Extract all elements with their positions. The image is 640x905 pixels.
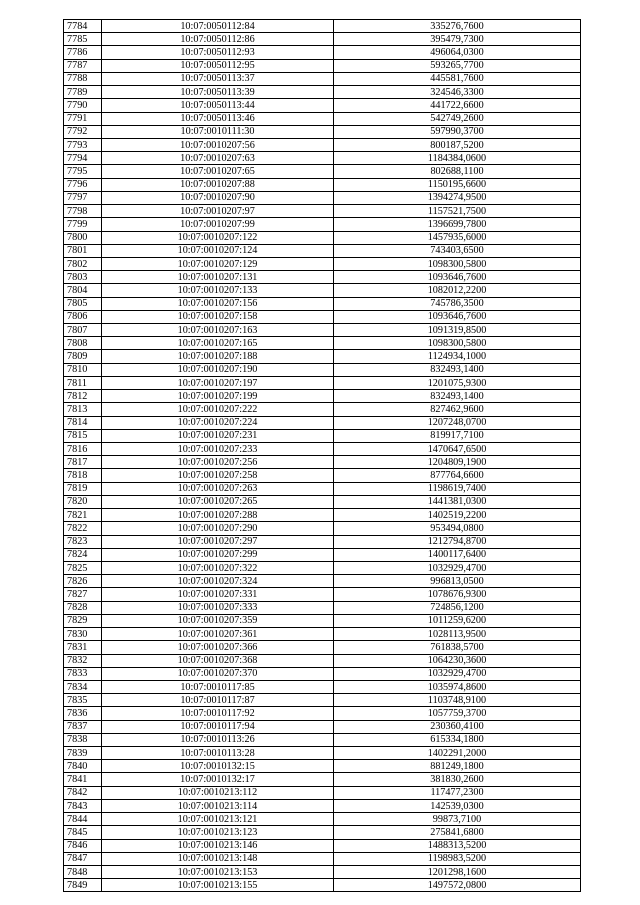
cadastral-number-cell: 10:07:0010207:131 (102, 271, 334, 284)
value-cell: 1441381,0300 (334, 495, 581, 508)
value-cell: 1201075,9300 (334, 376, 581, 389)
value-cell: 761838,5700 (334, 641, 581, 654)
row-number-cell: 7835 (64, 694, 102, 707)
value-cell: 802688,1100 (334, 165, 581, 178)
value-cell: 1470647,6500 (334, 443, 581, 456)
row-number-cell: 7816 (64, 443, 102, 456)
value-cell: 724856,1200 (334, 601, 581, 614)
table-row (64, 826, 581, 839)
cadastral-number-cell: 10:07:0050112:84 (102, 20, 334, 33)
cadastral-number-cell: 10:07:0010207:322 (102, 561, 334, 574)
cadastral-number-cell: 10:07:0010113:26 (102, 733, 334, 746)
table-row (64, 72, 581, 85)
table-row (64, 350, 581, 363)
row-number-cell: 7819 (64, 482, 102, 495)
value-cell: 1078676,9300 (334, 588, 581, 601)
value-cell: 1204809,1900 (334, 456, 581, 469)
value-cell: 1402291,2000 (334, 747, 581, 760)
cadastral-number-cell: 10:07:0010207:258 (102, 469, 334, 482)
table-row (64, 469, 581, 482)
table-row (64, 86, 581, 99)
cadastral-number-cell: 10:07:0010213:146 (102, 839, 334, 852)
row-number-cell: 7793 (64, 138, 102, 151)
cadastral-number-cell: 10:07:0010207:370 (102, 667, 334, 680)
value-cell: 1184384,0600 (334, 152, 581, 165)
value-cell: 1198983,5200 (334, 852, 581, 865)
value-cell: 324546,3300 (334, 86, 581, 99)
cadastral-number-cell: 10:07:0010207:333 (102, 601, 334, 614)
row-number-cell: 7820 (64, 495, 102, 508)
value-cell: 1150195,6600 (334, 178, 581, 191)
row-number-cell: 7811 (64, 376, 102, 389)
table-row (64, 667, 581, 680)
row-number-cell: 7823 (64, 535, 102, 548)
cadastral-number-cell: 10:07:0010207:124 (102, 244, 334, 257)
table-row (64, 284, 581, 297)
row-number-cell: 7843 (64, 799, 102, 812)
value-cell: 1103748,9100 (334, 694, 581, 707)
row-number-cell: 7795 (64, 165, 102, 178)
table-row (64, 773, 581, 786)
cadastral-number-cell: 10:07:0010117:94 (102, 720, 334, 733)
row-number-cell: 7842 (64, 786, 102, 799)
row-number-cell: 7840 (64, 760, 102, 773)
cadastral-number-cell: 10:07:0010207:197 (102, 376, 334, 389)
cadastral-number-cell: 10:07:0010207:190 (102, 363, 334, 376)
row-number-cell: 7839 (64, 747, 102, 760)
cadastral-number-cell: 10:07:0010207:331 (102, 588, 334, 601)
cadastral-number-cell: 10:07:0010207:224 (102, 416, 334, 429)
cadastral-number-cell: 10:07:0010207:99 (102, 218, 334, 231)
row-number-cell: 7821 (64, 509, 102, 522)
table-row (64, 46, 581, 59)
table-row (64, 548, 581, 561)
value-cell: 1157521,7500 (334, 205, 581, 218)
row-number-cell: 7784 (64, 20, 102, 33)
row-number-cell: 7833 (64, 667, 102, 680)
value-cell: 1212794,8700 (334, 535, 581, 548)
table-row (64, 694, 581, 707)
cadastral-number-cell: 10:07:0010207:90 (102, 191, 334, 204)
table-row (64, 509, 581, 522)
table-row (64, 390, 581, 403)
table-row (64, 614, 581, 627)
cadastral-number-cell: 10:07:0010207:263 (102, 482, 334, 495)
row-number-cell: 7829 (64, 614, 102, 627)
cadastral-number-cell: 10:07:0010117:87 (102, 694, 334, 707)
cadastral-number-cell: 10:07:0050113:39 (102, 86, 334, 99)
row-number-cell: 7818 (64, 469, 102, 482)
value-cell: 395479,7300 (334, 33, 581, 46)
row-number-cell: 7803 (64, 271, 102, 284)
row-number-cell: 7813 (64, 403, 102, 416)
cadastral-value-table (63, 19, 581, 892)
table-row (64, 297, 581, 310)
table-row (64, 138, 581, 151)
value-cell: 275841,6800 (334, 826, 581, 839)
table-row (64, 337, 581, 350)
value-cell: 877764,6600 (334, 469, 581, 482)
table-row (64, 628, 581, 641)
value-cell: 1098300,5800 (334, 257, 581, 270)
value-cell: 1207248,0700 (334, 416, 581, 429)
table-row (64, 720, 581, 733)
row-number-cell: 7848 (64, 866, 102, 879)
table-body (64, 20, 581, 892)
table-row (64, 601, 581, 614)
value-cell: 832493,1400 (334, 363, 581, 376)
row-number-cell: 7788 (64, 72, 102, 85)
cadastral-number-cell: 10:07:0010207:165 (102, 337, 334, 350)
table-row (64, 376, 581, 389)
value-cell: 1032929,4700 (334, 667, 581, 680)
table-row (64, 20, 581, 33)
table-row (64, 324, 581, 337)
cadastral-number-cell: 10:07:0010113:28 (102, 747, 334, 760)
cadastral-number-cell: 10:07:0010207:290 (102, 522, 334, 535)
value-cell: 1035974,8600 (334, 680, 581, 693)
value-cell: 597990,3700 (334, 125, 581, 138)
value-cell: 1457935,6000 (334, 231, 581, 244)
cadastral-number-cell: 10:07:0010213:121 (102, 813, 334, 826)
value-cell: 1028113,9500 (334, 628, 581, 641)
row-number-cell: 7814 (64, 416, 102, 429)
value-cell: 441722,6600 (334, 99, 581, 112)
cadastral-number-cell: 10:07:0010207:97 (102, 205, 334, 218)
row-number-cell: 7796 (64, 178, 102, 191)
row-number-cell: 7849 (64, 879, 102, 892)
cadastral-number-cell: 10:07:0010207:158 (102, 310, 334, 323)
cadastral-number-cell: 10:07:0010207:256 (102, 456, 334, 469)
row-number-cell: 7838 (64, 733, 102, 746)
table-row (64, 575, 581, 588)
cadastral-number-cell: 10:07:0010132:17 (102, 773, 334, 786)
row-number-cell: 7792 (64, 125, 102, 138)
table-row (64, 747, 581, 760)
value-cell: 1400117,6400 (334, 548, 581, 561)
value-cell: 996813,0500 (334, 575, 581, 588)
cadastral-number-cell: 10:07:0010117:92 (102, 707, 334, 720)
table-row (64, 152, 581, 165)
cadastral-number-cell: 10:07:0010207:366 (102, 641, 334, 654)
value-cell: 1124934,1000 (334, 350, 581, 363)
row-number-cell: 7845 (64, 826, 102, 839)
table-row (64, 535, 581, 548)
cadastral-number-cell: 10:07:0010213:153 (102, 866, 334, 879)
cadastral-number-cell: 10:07:0010207:222 (102, 403, 334, 416)
table-row (64, 852, 581, 865)
table-row (64, 680, 581, 693)
table-row (64, 786, 581, 799)
cadastral-number-cell: 10:07:0010207:299 (102, 548, 334, 561)
row-number-cell: 7806 (64, 310, 102, 323)
cadastral-number-cell: 10:07:0050112:95 (102, 59, 334, 72)
value-cell: 745786,3500 (334, 297, 581, 310)
row-number-cell: 7847 (64, 852, 102, 865)
row-number-cell: 7837 (64, 720, 102, 733)
value-cell: 1091319,8500 (334, 324, 581, 337)
value-cell: 1082012,2200 (334, 284, 581, 297)
table-row (64, 839, 581, 852)
row-number-cell: 7804 (64, 284, 102, 297)
row-number-cell: 7791 (64, 112, 102, 125)
cadastral-number-cell: 10:07:0010207:288 (102, 509, 334, 522)
cadastral-number-cell: 10:07:0010213:148 (102, 852, 334, 865)
row-number-cell: 7790 (64, 99, 102, 112)
row-number-cell: 7809 (64, 350, 102, 363)
row-number-cell: 7836 (64, 707, 102, 720)
table-row (64, 456, 581, 469)
table-row (64, 879, 581, 892)
row-number-cell: 7828 (64, 601, 102, 614)
row-number-cell: 7800 (64, 231, 102, 244)
value-cell: 1098300,5800 (334, 337, 581, 350)
value-cell: 593265,7700 (334, 59, 581, 72)
row-number-cell: 7827 (64, 588, 102, 601)
row-number-cell: 7785 (64, 33, 102, 46)
row-number-cell: 7832 (64, 654, 102, 667)
table-row (64, 561, 581, 574)
row-number-cell: 7810 (64, 363, 102, 376)
cadastral-number-cell: 10:07:0050112:93 (102, 46, 334, 59)
table-row (64, 403, 581, 416)
table-row (64, 165, 581, 178)
cadastral-number-cell: 10:07:0010207:88 (102, 178, 334, 191)
value-cell: 1093646,7600 (334, 271, 581, 284)
row-number-cell: 7841 (64, 773, 102, 786)
table-row (64, 205, 581, 218)
table-row (64, 588, 581, 601)
table-row (64, 733, 581, 746)
cadastral-number-cell: 10:07:0010207:129 (102, 257, 334, 270)
cadastral-number-cell: 10:07:0010207:156 (102, 297, 334, 310)
value-cell: 1201298,1600 (334, 866, 581, 879)
value-cell: 1032929,4700 (334, 561, 581, 574)
row-number-cell: 7807 (64, 324, 102, 337)
row-number-cell: 7830 (64, 628, 102, 641)
row-number-cell: 7808 (64, 337, 102, 350)
value-cell: 445581,7600 (334, 72, 581, 85)
table-row (64, 178, 581, 191)
value-cell: 881249,1800 (334, 760, 581, 773)
row-number-cell: 7844 (64, 813, 102, 826)
row-number-cell: 7798 (64, 205, 102, 218)
cadastral-number-cell: 10:07:0010207:56 (102, 138, 334, 151)
table-row (64, 99, 581, 112)
row-number-cell: 7825 (64, 561, 102, 574)
cadastral-number-cell: 10:07:0010213:155 (102, 879, 334, 892)
value-cell: 953494,0800 (334, 522, 581, 535)
value-cell: 827462,9600 (334, 403, 581, 416)
cadastral-number-cell: 10:07:0010207:122 (102, 231, 334, 244)
cadastral-number-cell: 10:07:0010207:297 (102, 535, 334, 548)
cadastral-number-cell: 10:07:0010207:324 (102, 575, 334, 588)
value-cell: 1402519,2200 (334, 509, 581, 522)
row-number-cell: 7834 (64, 680, 102, 693)
table-row (64, 218, 581, 231)
cadastral-number-cell: 10:07:0010117:85 (102, 680, 334, 693)
value-cell: 832493,1400 (334, 390, 581, 403)
value-cell: 1011259,6200 (334, 614, 581, 627)
table-row (64, 416, 581, 429)
cadastral-number-cell: 10:07:0010207:63 (102, 152, 334, 165)
value-cell: 496064,0300 (334, 46, 581, 59)
table-row (64, 33, 581, 46)
row-number-cell: 7787 (64, 59, 102, 72)
row-number-cell: 7817 (64, 456, 102, 469)
value-cell: 1057759,3700 (334, 707, 581, 720)
value-cell: 230360,4100 (334, 720, 581, 733)
table-row (64, 429, 581, 442)
table-row (64, 310, 581, 323)
cadastral-number-cell: 10:07:0010207:199 (102, 390, 334, 403)
row-number-cell: 7846 (64, 839, 102, 852)
value-cell: 743403,6500 (334, 244, 581, 257)
cadastral-number-cell: 10:07:0010207:361 (102, 628, 334, 641)
row-number-cell: 7812 (64, 390, 102, 403)
cadastral-number-cell: 10:07:0010207:65 (102, 165, 334, 178)
cadastral-number-cell: 10:07:0050112:86 (102, 33, 334, 46)
row-number-cell: 7815 (64, 429, 102, 442)
table-row (64, 257, 581, 270)
value-cell: 800187,5200 (334, 138, 581, 151)
table-row (64, 231, 581, 244)
value-cell: 381830,2600 (334, 773, 581, 786)
cadastral-number-cell: 10:07:0010207:359 (102, 614, 334, 627)
table-row (64, 522, 581, 535)
table-row (64, 125, 581, 138)
table-row (64, 482, 581, 495)
table-row (64, 443, 581, 456)
cadastral-number-cell: 10:07:0010207:163 (102, 324, 334, 337)
cadastral-number-cell: 10:07:0010207:188 (102, 350, 334, 363)
value-cell: 1064230,3600 (334, 654, 581, 667)
cadastral-number-cell: 10:07:0010213:112 (102, 786, 334, 799)
table-row (64, 813, 581, 826)
table-row (64, 363, 581, 376)
value-cell: 99873,7100 (334, 813, 581, 826)
value-cell: 1396699,7800 (334, 218, 581, 231)
value-cell: 542749,2600 (334, 112, 581, 125)
row-number-cell: 7826 (64, 575, 102, 588)
value-cell: 819917,7100 (334, 429, 581, 442)
cadastral-number-cell: 10:07:0050113:46 (102, 112, 334, 125)
value-cell: 117477,2300 (334, 786, 581, 799)
table-row (64, 799, 581, 812)
row-number-cell: 7797 (64, 191, 102, 204)
cadastral-number-cell: 10:07:0010111:30 (102, 125, 334, 138)
value-cell: 1497572,0800 (334, 879, 581, 892)
value-cell: 335276,7600 (334, 20, 581, 33)
cadastral-number-cell: 10:07:0050113:44 (102, 99, 334, 112)
row-number-cell: 7789 (64, 86, 102, 99)
table-row (64, 112, 581, 125)
value-cell: 1488313,5200 (334, 839, 581, 852)
cadastral-number-cell: 10:07:0010207:133 (102, 284, 334, 297)
cadastral-number-cell: 10:07:0010213:114 (102, 799, 334, 812)
value-cell: 615334,1800 (334, 733, 581, 746)
table-row (64, 707, 581, 720)
table-row (64, 495, 581, 508)
table-row (64, 654, 581, 667)
cadastral-number-cell: 10:07:0010213:123 (102, 826, 334, 839)
cadastral-number-cell: 10:07:0050113:37 (102, 72, 334, 85)
table-row (64, 641, 581, 654)
table-row (64, 760, 581, 773)
cadastral-number-cell: 10:07:0010207:231 (102, 429, 334, 442)
table-row (64, 244, 581, 257)
value-cell: 1198619,7400 (334, 482, 581, 495)
cadastral-number-cell: 10:07:0010207:368 (102, 654, 334, 667)
row-number-cell: 7801 (64, 244, 102, 257)
table-row (64, 59, 581, 72)
table-row (64, 271, 581, 284)
row-number-cell: 7802 (64, 257, 102, 270)
row-number-cell: 7805 (64, 297, 102, 310)
row-number-cell: 7799 (64, 218, 102, 231)
row-number-cell: 7786 (64, 46, 102, 59)
value-cell: 142539,0300 (334, 799, 581, 812)
cadastral-number-cell: 10:07:0010207:265 (102, 495, 334, 508)
row-number-cell: 7831 (64, 641, 102, 654)
row-number-cell: 7822 (64, 522, 102, 535)
value-cell: 1093646,7600 (334, 310, 581, 323)
table-row (64, 191, 581, 204)
value-cell: 1394274,9500 (334, 191, 581, 204)
row-number-cell: 7794 (64, 152, 102, 165)
table-row (64, 866, 581, 879)
row-number-cell: 7824 (64, 548, 102, 561)
cadastral-number-cell: 10:07:0010132:15 (102, 760, 334, 773)
cadastral-number-cell: 10:07:0010207:233 (102, 443, 334, 456)
